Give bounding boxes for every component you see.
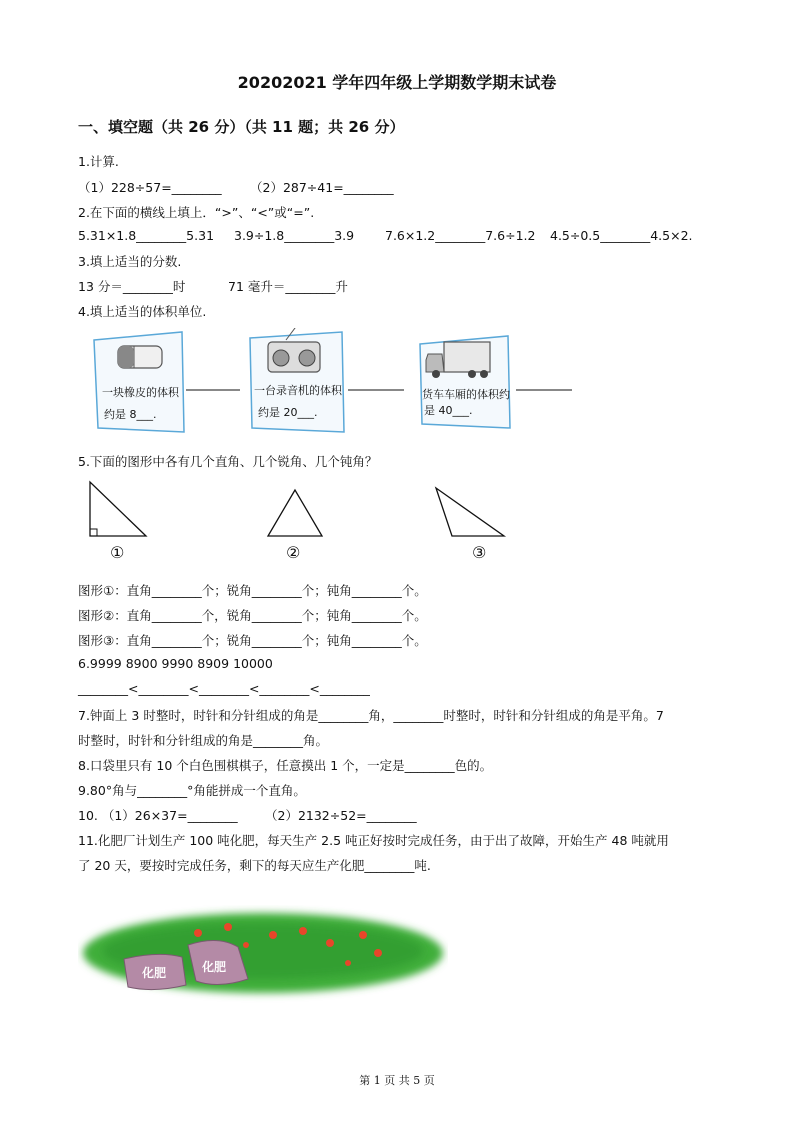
- q10-item-a: 10. （1）26×37=________: [78, 808, 238, 823]
- q2-item: 5.31×1.8________5.31: [78, 228, 215, 243]
- q5-row: 图形②：直角________个，锐角________个；钝角________个。: [78, 608, 427, 623]
- q4-stem: 4.填上适当的体积单位.: [78, 304, 207, 319]
- q2-item: 7.6×1.2________7.6÷1.2: [385, 228, 536, 243]
- triangle-right: [90, 482, 146, 536]
- q3-item-a: 13 分＝________时: [78, 279, 186, 294]
- shape-label: ②: [286, 543, 301, 562]
- fertilizer-bag: [124, 954, 186, 989]
- triangle-obtuse: [436, 488, 504, 536]
- q4-card-recorder: [250, 328, 344, 432]
- q11-line1: 11.化肥厂计划生产 100 吨化肥，每天生产 2.5 吨正好按时完成任务，由于出了故障，开始生产 48 吨就用: [78, 833, 669, 848]
- q11-line2: 了 20 天，要按时完成任务，剩下的每天应生产化肥________吨.: [78, 858, 431, 873]
- q4-card-text: 一块橡皮的体积: [102, 386, 179, 399]
- q10-item-b: （2）2132÷52=________: [265, 808, 417, 823]
- q1-item-b: （2）287÷41=________: [250, 180, 394, 195]
- q6-stem: 6.9999 8900 9990 8909 10000: [78, 656, 273, 671]
- q4-illustration: [90, 328, 590, 438]
- q5-row: 图形③：直角________个；锐角________个；钝角________个。: [78, 633, 427, 648]
- page-footer: 第 1 页 共 5 页: [359, 1074, 435, 1087]
- q4-card-text: 一台录音机的体积: [254, 384, 342, 397]
- q1-stem: 1.计算.: [78, 154, 119, 169]
- fertilizer-illustration: [78, 905, 448, 1005]
- q5-stem: 5.下面的图形中各有几个直角、几个锐角、几个钝角？: [78, 454, 378, 469]
- triangle-acute: [268, 490, 322, 536]
- shape-label: ①: [110, 543, 125, 562]
- shape-label: ③: [472, 543, 487, 562]
- bag-label: 化肥: [202, 960, 227, 974]
- eraser-icon: [118, 346, 162, 368]
- q5-shapes: [80, 478, 520, 568]
- q4-card-truck: [420, 336, 510, 428]
- q5-row: 图形①：直角________个；锐角________个；钝角________个。: [78, 583, 427, 598]
- q4-card-eraser: [94, 332, 184, 432]
- page-title: 20202021 学年四年级上学期数学期末试卷: [237, 73, 557, 92]
- q2-stem: 2.在下面的横线上填上．“>”、“<”或“=”.: [78, 205, 315, 220]
- bag-label: 化肥: [142, 966, 167, 980]
- q8: 8.口袋里只有 10 个白色围棋棋子，任意摸出 1 个，一定是________色的。: [78, 758, 493, 773]
- section-heading: 一、填空题（共 26 分）（共 11 题；共 26 分）: [78, 118, 405, 136]
- q4-card-text: 货车车厢的体积约: [422, 388, 510, 401]
- q4-card-text: 约是 20___.: [258, 406, 318, 419]
- q3-item-b: 71 毫升＝________升: [228, 279, 348, 294]
- q6-answer: ________<________<________<________<________: [78, 681, 370, 696]
- q9: 9.80°角与________°角能拼成一个直角。: [78, 783, 306, 798]
- q3-stem: 3.填上适当的分数.: [78, 254, 182, 269]
- q1-item-a: （1）228÷57=________: [78, 180, 222, 195]
- q7-line2: 时整时，时针和分针组成的角是________角。: [78, 733, 329, 748]
- q2-item: 3.9÷1.8________3.9: [234, 228, 355, 243]
- q2-item: 4.5÷0.5________4.5×2.: [550, 228, 693, 243]
- q7-line1: 7.钟面上 3 时整时，时针和分针组成的角是________角，________时整时，时针和分针组成的角是平角。7: [78, 708, 664, 723]
- q4-card-text: 是 40___.: [424, 404, 473, 417]
- q4-card-text: 约是 8___.: [104, 408, 157, 421]
